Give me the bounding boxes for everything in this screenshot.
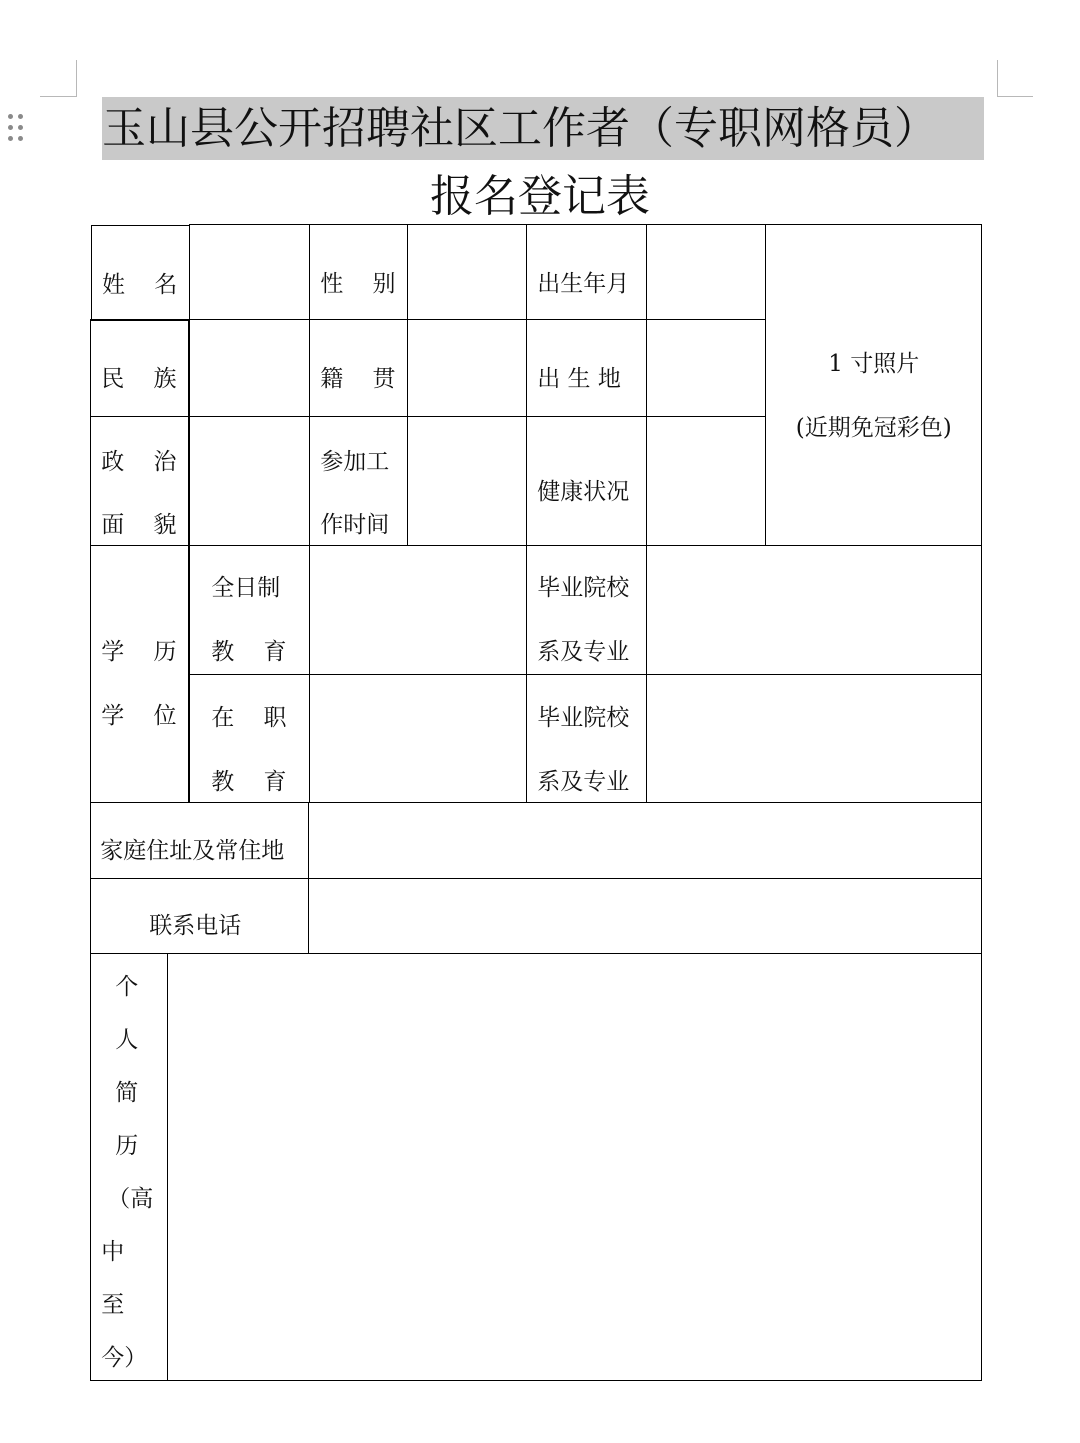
label-cell-birth-date — [526, 224, 647, 320]
label-health: 健康状况 — [537, 479, 630, 506]
name-field[interactable] — [189, 224, 310, 320]
label-cell-resume — [90, 953, 168, 1381]
inservice-school-field[interactable] — [646, 674, 982, 803]
label-cell-gender — [309, 224, 408, 320]
ethnicity-field[interactable] — [189, 319, 310, 417]
birth-date-field[interactable] — [646, 224, 766, 320]
label-fulltime-school-1: 毕业院校 — [537, 575, 630, 602]
photo-label: 1 寸照片 — [828, 351, 920, 378]
label-gender: 性 别 — [320, 271, 396, 298]
birthplace-field[interactable] — [646, 319, 766, 417]
label-fulltime-2: 教 育 — [211, 639, 287, 666]
label-political-1: 政 治 — [101, 449, 177, 476]
label-cell-work-start — [309, 416, 408, 546]
label-inservice-1: 在 职 — [211, 705, 287, 732]
native-place-field[interactable] — [407, 319, 527, 417]
label-resume-char: 至 — [101, 1292, 125, 1319]
address-field[interactable] — [308, 802, 982, 879]
crop-mark-top-right-horizontal — [997, 96, 1033, 97]
label-cell-political-status — [90, 416, 189, 546]
label-resume-char: 个 — [115, 974, 139, 1001]
label-resume-char: 今） — [101, 1345, 148, 1372]
health-field[interactable] — [646, 416, 766, 546]
label-education-2: 学 位 — [101, 703, 177, 730]
photo-box[interactable] — [765, 224, 982, 546]
label-cell-ethnicity — [90, 319, 189, 417]
registration-form-table — [91, 225, 983, 1382]
label-birth-date: 出生年月 — [537, 271, 630, 298]
fulltime-education-field[interactable] — [309, 545, 527, 675]
label-inservice-school-2: 系及专业 — [537, 769, 630, 796]
label-resume-char: 中 — [101, 1239, 125, 1266]
photo-note: (近期免冠彩色) — [795, 415, 952, 442]
label-fulltime-school-2: 系及专业 — [537, 639, 630, 666]
label-cell-inservice — [189, 674, 310, 803]
label-native-place: 籍 贯 — [320, 366, 396, 393]
political-status-field[interactable] — [189, 416, 310, 546]
crop-mark-top-left-horizontal — [40, 96, 77, 97]
fulltime-school-field[interactable] — [646, 545, 982, 675]
label-cell-address — [90, 802, 309, 879]
drag-handle-icon[interactable] — [8, 114, 26, 142]
label-cell-phone — [90, 878, 309, 954]
label-work-start-2: 作时间 — [320, 512, 390, 539]
label-resume-char: （高 — [107, 1186, 154, 1213]
document-title-line-2: 报名登记表 — [430, 171, 650, 222]
label-phone: 联系电话 — [149, 913, 242, 940]
work-start-field[interactable] — [407, 416, 527, 546]
label-inservice-2: 教 育 — [211, 769, 287, 796]
label-ethnicity: 民 族 — [101, 366, 177, 393]
resume-field[interactable] — [167, 953, 982, 1381]
label-cell-health — [526, 416, 647, 546]
label-work-start-1: 参加工 — [320, 449, 390, 476]
label-education-1: 学 历 — [101, 639, 177, 666]
crop-mark-top-left-vertical — [76, 60, 77, 97]
label-name: 姓 名 — [102, 272, 178, 298]
label-birthplace: 出 生 地 — [537, 366, 621, 393]
label-inservice-school-1: 毕业院校 — [537, 705, 630, 732]
label-political-2: 面 貌 — [101, 512, 177, 539]
gender-field[interactable] — [407, 224, 527, 320]
label-cell-fulltime-school — [526, 545, 647, 675]
label-fulltime-1: 全日制 — [211, 575, 281, 602]
phone-field[interactable] — [308, 878, 982, 954]
label-cell-native-place — [309, 319, 408, 417]
label-resume-char: 简 — [115, 1080, 139, 1107]
document-title-line-1: 玉山县公开招聘社区工作者（专职网格员） — [102, 97, 984, 160]
inservice-education-field[interactable] — [309, 674, 527, 803]
label-address: 家庭住址及常住地 — [100, 838, 285, 865]
label-cell-birthplace — [526, 319, 647, 417]
label-cell-fulltime — [189, 545, 310, 675]
label-cell-name — [91, 225, 190, 321]
crop-mark-top-right-vertical — [997, 60, 998, 97]
label-cell-inservice-school — [526, 674, 647, 803]
label-cell-education — [90, 545, 189, 803]
label-resume-char: 人 — [115, 1027, 139, 1054]
label-resume-char: 历 — [115, 1133, 139, 1160]
